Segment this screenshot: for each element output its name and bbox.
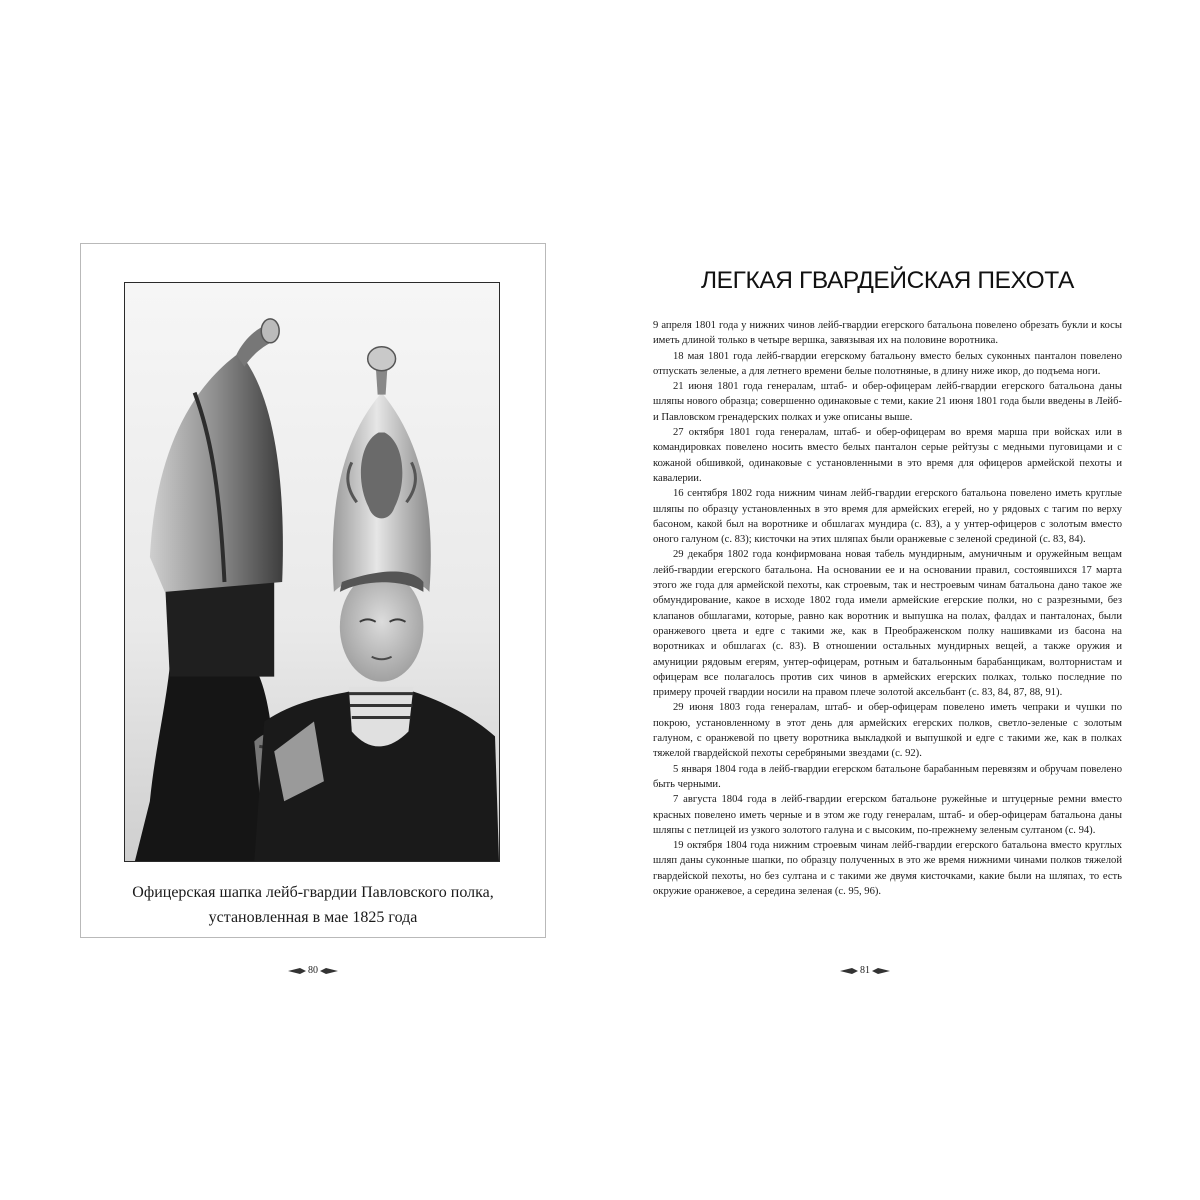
paragraph: 27 октября 1801 года генералам, штаб- и обер-офицерам во время марша при войсках или в командировках повелено носить вместо белых панталон серые рейтузы с медными пуговицами и с кожаной обшивкой, одинаковые с установленными в это время для офицеров армейской пехоты и кавалерии.: [653, 427, 1122, 484]
plate-caption: [100, 880, 526, 930]
officers-portrait-illustration: [125, 283, 499, 861]
lithograph-plate: [124, 282, 500, 862]
paragraph: 29 июня 1803 года генералам, штаб- и обер-офицерам повелено иметь чепраки и чушки по покрою, установленному в этот день для армейских егерских полков, светло-зеленые с золотым галуном, с оранжевой по цвету воротника выкладкой и выпушкой и едге с такими же, как в полках тяжелой гвардейской пехоты серебряными звездами (с. 92).: [653, 702, 1122, 760]
chapter-title: ЛЕГКАЯ ГВАРДЕЙСКАЯ ПЕХОТА: [700, 267, 1075, 294]
paragraph: 19 октября 1804 года нижним строевым чинам лейб-гвардии егерского батальона вместо круглых шляп даны суконные шапки, по образцу полученных в это же время нижними чинами полков тяжелой гвардейской пехоты, но без султана и с такими же двумя кисточками, какие были на шляпах, то есть окружие оранжевое, а середина зеленая (с. 95, 96).: [653, 840, 1122, 897]
page-number-right: [800, 962, 930, 980]
plate-caption-line-1: Офицерская шапка лейб-гвардии Павловского полка,: [132, 884, 494, 901]
paragraph: 9 апреля 1801 года у нижних чинов лейб-гвардии егерского батальона повелено обрезать букли и косы иметь длиной только в четыре вершка, завязывая их на половине воротника.: [653, 320, 1122, 347]
paragraph: 7 августа 1804 года в лейб-гвардии егерском батальоне ружейные и штуцерные ремни вместо красных повелено иметь черные и в этом же году генералам, штаб- и обер-офицерам батальона даны шляпы с петлицей из узкого золотого галуна и с высоким, по-прежнему зеленым султаном (с. 94).: [653, 794, 1122, 836]
page-number-left: [248, 962, 378, 980]
chapter-body: [653, 318, 1122, 899]
paragraph: 29 декабря 1802 года конфирмована новая табель мундирным, амуничным и оружейным вещам лейб-гвардии егерского батальона. На основании ее и на основании правил, состоявшихся 17 марта этого же года для армейской пехоты, как строевым, так и нестроевым чинам батальона дано такое же обмундирование, какое в исходе 1802 года имели армейские егерские полки, но с разрезными, без клапанов обшлагами, которые, равно как воротник и выпушка на полах, фалдах и панталонах, были оранжевого цвета и едге с такими же, как в Преображенском полку нашивками из басона на воротниках и обшлагах (с. 83). В отношении остальных мундирных вещей, а также оружия и амуниции рядовым егерям, унтер-офицерам, ротным и батальонным барабанщикам, волторнистам и офицерам все полагалось против сих чинов в армейских егерских полках, только последние по примеру прочей гвардии носили на правом плече золотой аксельбант (с. 83, 84, 87, 88, 91).: [653, 549, 1122, 699]
paragraph: 16 сентября 1802 года нижним чинам лейб-гвардии егерского батальона повелено иметь круглые шляпы по образцу установленных в это время для армейских егерей, но у рядовых с тагим по верху басоном, какой был на воротнике и обшлагах мундира (с. 83), а у унтер-офицеров с золотым вместо оного галуном (с. 83); кисточки на этих шляпах были оранжевые с зеленой срединой (с. 83, 84).: [653, 488, 1122, 546]
paragraph: 5 января 1804 года в лейб-гвардии егерском батальоне барабанным перевязям и обручам повелено быть черными.: [653, 763, 1122, 790]
plate-caption-line-2: установленная в мае 1825 года: [208, 909, 418, 926]
page-number-81: 81: [860, 965, 870, 976]
page-number-80: 80: [308, 965, 318, 976]
paragraph: 21 июня 1801 года генералам, штаб- и обер-офицерам лейб-гвардии егерского батальона даны шляпы нового образца; совершенно одинаковые с теми, какие 21 июня 1801 года были введены в Лейб- и Павловском гренадерских полках и уже описаны выше.: [653, 381, 1122, 423]
paragraph: 18 мая 1801 года лейб-гвардии егерскому батальону вместо белых суконных панталон повелено отпускать зеленые, а для летнего времени белые полотняные, в длину ниже икор, до подъема ноги.: [653, 350, 1122, 377]
